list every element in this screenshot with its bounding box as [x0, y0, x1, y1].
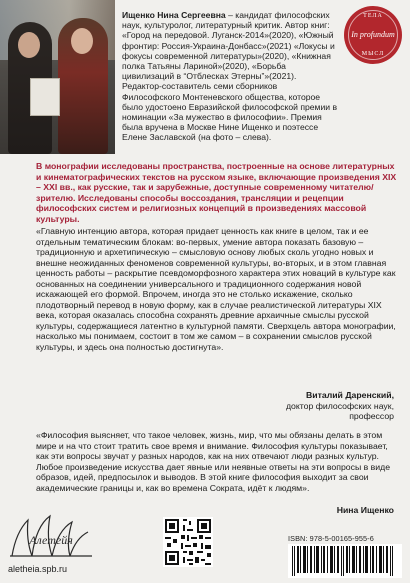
barcode-icon — [288, 544, 402, 578]
publisher-logo — [6, 512, 96, 562]
author-name: Ищенко Нина Сергеевна — [122, 10, 226, 20]
review-signature-darensky — [194, 390, 394, 422]
seal-arc-top: ТЕЛА — [363, 13, 383, 19]
isbn-barcode — [288, 544, 402, 578]
author-bio — [122, 10, 337, 143]
review-quote-darensky: «Главную интенцию автора, которая придает ценность как книге в целом, так и ее отдельным тематическим блокам: во-первых, умение автора показать базовую – традиционную и архетипическую – смысловую основу любых сколь угодно новых и внешне неожиданных феноменов современной культуры, во-вторых, и в этом главная ценность работы – раскрытие псевдоморфозного характера этих новаций в культуре как основанных на соединении универсального и традиционного содержания новой искажающей его формой. Впрочем, иногда это не столько искажение, сколько плодотворный перевод в новую форму, как в случае реалистической литературы XIX века, которая оказалась способна сохранять древние архаичные смыслы русской культуры, содержащиеся латентно в культурной памяти. Сверхцель автора монографии, насколько мы понимаем, состоит в том же самом – в сохранении смыслов русской культуры, и здесь она полностью достигнута». — [36, 226, 396, 352]
publisher-logo-text: Алетейя — [29, 533, 73, 547]
book-abstract: В монографии исследованы пространства, построенные на основе литературных и кинематографических текстов на русском языке, включающие произведения XIX – XXI вв., как русские, так и зарубежные, доступные современному читателю/зрителю. Исследованы способы воссоздания, трансляции и рецепции философских систем и религиозных концепций в произведениях массовой культуры. — [36, 161, 397, 224]
seal-arc-bottom: МЫСЛ — [361, 51, 385, 57]
aletheia-logo-icon — [6, 512, 96, 562]
author-signature: Нина Ищенко — [336, 505, 394, 515]
reviewer-title-2: профессор — [349, 411, 394, 421]
qr-code-icon — [163, 517, 213, 567]
person-right — [58, 18, 108, 154]
publisher-website[interactable]: aletheia.spb.ru — [8, 564, 68, 574]
series-seal-logo — [344, 6, 402, 64]
author-photo — [0, 0, 115, 154]
reviewer-name: Виталий Даренский, — [306, 390, 394, 400]
author-bio-text: – кандидат философских наук, культуролог, литературный критик. Автор книг: «Город на передовой. Луганск-2014»(2020), «Южный фронтир: Россия-Украина-Донбасс»(2021) «Локусы и фокусы современной литературы»(2020), «Книжная полка Татьяны Лариной»(2020), «Борьба цивилизаций в “Отблесках Этерны”»(2021). Редактор-составитель семи сборников Философского Монтеневского общества, которое было удостоено Евразийской философской премии в номинации «За мужество в философии». Премия была вручена в Москве Нине Ищенко и поэтессе Елене Заславской (на фото – слева). — [122, 10, 338, 143]
reviewer-title: доктор философских наук, — [285, 400, 394, 411]
qr-code[interactable] — [163, 517, 213, 567]
author-quote: «Философия выясняет, что такое человек, жизнь, мир, что мы обязаны делать в этом мире и на что стоит тратить свое время и внимание. Философия культуры показывает, как эти вопросы звучат у разных народов, как на них отвечают люди разных культур. Любое произведение искусства дает явные или неявные ответы на эти вопросы в виде образов, идей, предпосылок и выводов. В этой книге философия выходит за свои академические границы и, как во времена Сократа, идёт к людям». — [36, 430, 391, 493]
award-diploma — [30, 78, 60, 116]
isbn-text: ISBN: 978-5-00165-955-6 — [288, 534, 374, 543]
seal-text: In profundum — [351, 30, 395, 39]
